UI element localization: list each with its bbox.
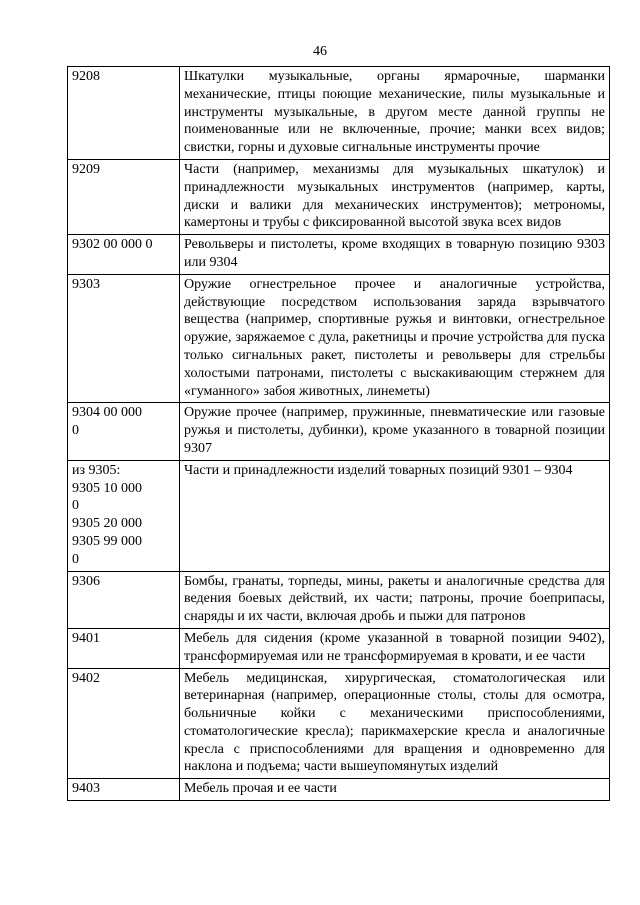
description-cell: Оружие прочее (например, пружинные, пневматические или газовые ружья и пистолеты, дубинки), кроме указанного в товарной позиции 9307 — [180, 403, 610, 460]
table-row — [68, 67, 610, 160]
code-cell: 9403 — [68, 779, 180, 801]
description-cell: Мебель прочая и ее части — [180, 779, 610, 801]
table-row — [68, 779, 610, 801]
code-cell: 9401 — [68, 628, 180, 668]
code-cell: из 9305: 9305 10 000 0 9305 20 000 9305 99 000 0 — [68, 460, 180, 571]
description-cell: Мебель для сидения (кроме указанной в товарной позиции 9402), трансформируемая или не трансформируемая в кровати, и ее части — [180, 628, 610, 668]
description-cell: Шкатулки музыкальные, органы ярмарочные, шарманки механические, птицы поющие механические, пилы музыкальные и инструменты музыкальные, в другом месте данной группы не поименованные или не включенные, прочие; манки всех видов; свистки, горны и духовые сигнальные инструменты прочие — [180, 67, 610, 160]
description-cell: Мебель медицинская, хирургическая, стоматологическая или ветеринарная (например, операционные столы, столы для осмотра, больничные койки с механическими приспособлениями, стоматологические кресла); парикмахерские кресла и аналогичные кресла с приспособлениями для вращения и одновременно для наклона и подъема; части вышеупомянутых изделий — [180, 668, 610, 779]
code-cell: 9402 — [68, 668, 180, 779]
code-cell: 9304 00 000 0 — [68, 403, 180, 460]
table-row — [68, 403, 610, 460]
table-row — [68, 159, 610, 234]
code-cell: 9303 — [68, 274, 180, 403]
code-cell: 9209 — [68, 159, 180, 234]
table-row — [68, 668, 610, 779]
table-row — [68, 628, 610, 668]
code-cell: 9306 — [68, 571, 180, 628]
table-row — [68, 571, 610, 628]
table-row — [68, 235, 610, 275]
description-cell: Части (например, механизмы для музыкальных шкатулок) и принадлежности музыкальных инструментов (например, карты, диски и валики для механических инструментов); метрономы, камертоны и трубы с фиксированной высотой звука всех видов — [180, 159, 610, 234]
commodity-code-table — [67, 66, 610, 801]
table-row — [68, 274, 610, 403]
description-cell: Части и принадлежности изделий товарных позиций 9301 – 9304 — [180, 460, 610, 571]
description-cell: Оружие огнестрельное прочее и аналогичные устройства, действующие посредством использования заряда взрывчатого вещества (например, спортивные ружья и винтовки, огнестрельное оружие, заряжаемое с дула, ракетницы и прочие устройства для пуска только сигнальных ракет, пистолеты и револьверы для стрельбы холостыми патронами, пистолеты с выскакивающим стержнем для «гуманного» забоя животных, линеметы) — [180, 274, 610, 403]
description-cell: Револьверы и пистолеты, кроме входящих в товарную позицию 9303 или 9304 — [180, 235, 610, 275]
page-number: 46 — [313, 44, 327, 59]
code-cell: 9208 — [68, 67, 180, 160]
code-cell: 9302 00 000 0 — [68, 235, 180, 275]
table-row — [68, 460, 610, 571]
description-cell: Бомбы, гранаты, торпеды, мины, ракеты и аналогичные средства для ведения боевых действий, их части; патроны, прочие боеприпасы, снаряды и их части, включая дробь и пыжи для патронов — [180, 571, 610, 628]
